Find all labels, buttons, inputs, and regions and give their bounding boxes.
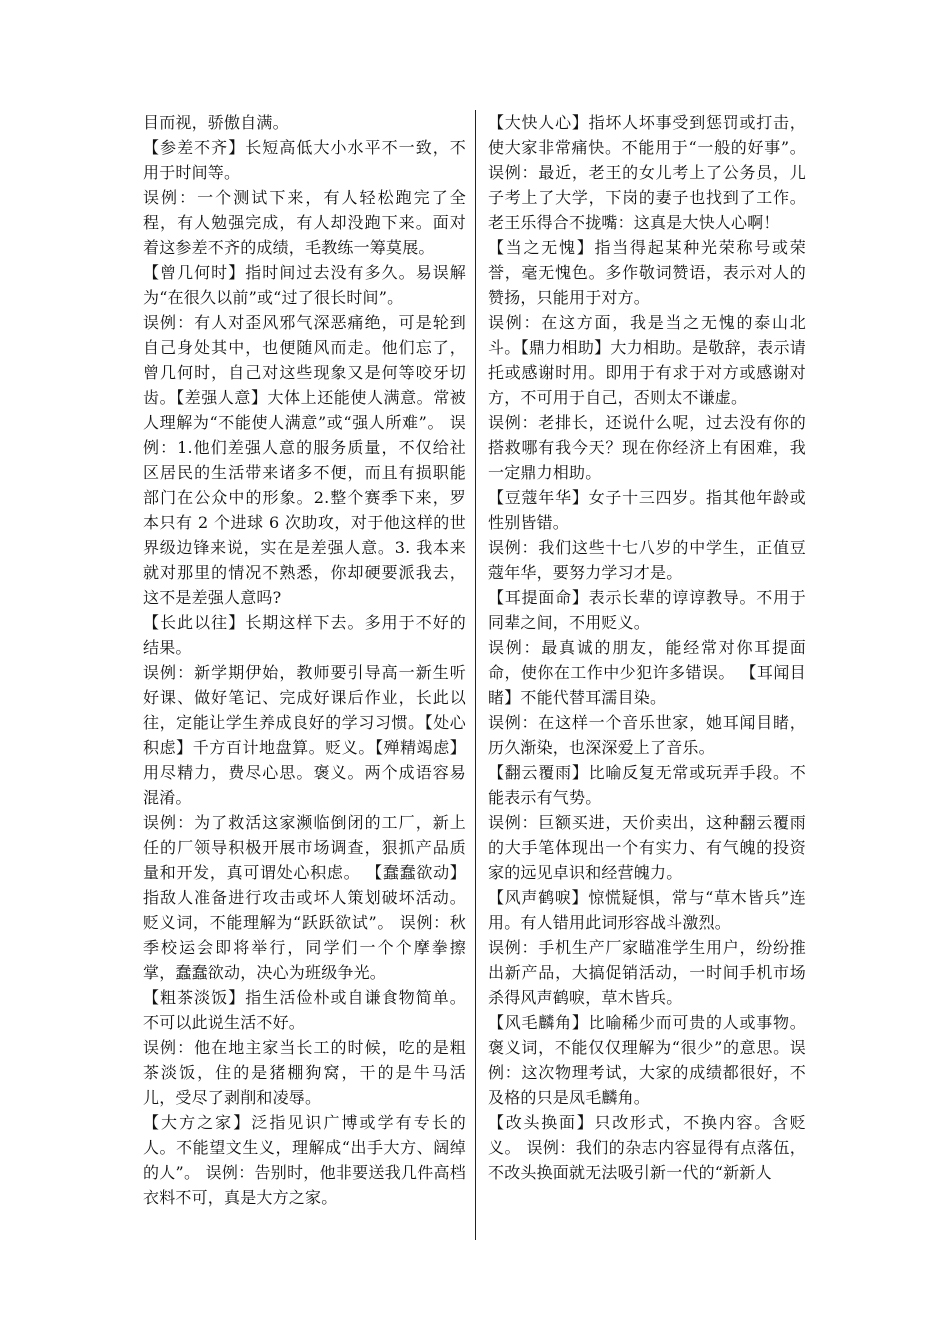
right-paragraph: 误例：在这样一个音乐世家，她耳闻目睹，历久渐染，也深深爱上了音乐。 — [488, 713, 806, 757]
right-column — [488, 110, 806, 1240]
right-paragraph: 误例：手机生产厂家瞄准学生用户，纷纷推出新产品，大搞促销活动，一时间手机市场杀得风声鹤唳，草木皆兵。 — [488, 938, 806, 1007]
right-paragraph: 【风声鹤唳】惊慌疑惧，常与“草木皆兵”连用。有人错用此词形容战斗激烈。 — [488, 888, 806, 932]
left-paragraph: 【曾几何时】指时间过去没有多久。易误解为“在很久以前”或“过了很长时间”。 — [143, 263, 466, 307]
right-paragraph: 【大快人心】指坏人坏事受到惩罚或打击，使大家非常痛快。不能用于“一般的好事”。 误例：最近，老王的女儿考上了公务员，儿子考上了大学，下岗的妻子也找到了工作。老王乐得合不拢嘴：这真是大快人心啊！ — [488, 113, 806, 232]
right-paragraph: 【当之无愧】指当得起某种光荣称号或荣誉，毫无愧色。多作敬词赞语，表示对人的赞扬，只能用于对方。 — [488, 238, 806, 307]
left-paragraph: 【参差不齐】长短高低大小水平不一致，不用于时间等。 — [143, 138, 466, 182]
left-paragraph: 误例：有人对歪风邪气深恶痛绝，可是轮到自己身处其中，也便随风而走。他们忘了，曾几何时，自己对这些现象又是何等咬牙切齿。【差强人意】大体上还能使人满意。常被人理解为“不能使人满意”或“强人所难”。 误例：1.他们差强人意的服务质量，不仅给社区居民的生活带来诸多不便，而且有损职能部门在公众中的形象。2.整个赛季下来，罗本只有 2 个进球 6 次助攻，对于他这样的世界级边锋来说，实在是差强人意。3. 我本来就对那里的情况不熟悉，你却硬要派我去，这不是差强人意吗? — [143, 313, 466, 607]
right-paragraph: 【翻云覆雨】比喻反复无常或玩弄手段。不能表示有气势。 — [488, 763, 806, 807]
right-paragraph: 【风毛麟角】比喻稀少而可贵的人或事物。褒义词，不能仅仅理解为“很少”的意思。误例：这次物理考试，大家的成绩都很好，不及格的只是凤毛麟角。 — [488, 1013, 806, 1107]
right-paragraph: 【耳提面命】表示长辈的谆谆教导。不用于同辈之间，不用贬义。 — [488, 588, 806, 632]
left-paragraph: 【粗茶淡饭】指生活俭朴或自谦食物简单。不可以此说生活不好。 — [143, 988, 466, 1032]
right-paragraph: 误例：巨额买进，天价卖出，这种翻云覆雨的大手笔体现出一个有实力、有气魄的投资家的远见卓识和经营魄力。 — [488, 813, 806, 882]
right-paragraph: 误例：在这方面，我是当之无愧的泰山北斗。【鼎力相助】大力相助。是敬辞，表示请托或感谢时用。即用于有求于对方或感谢对方，不可用于自己，否则太不谦虚。 — [488, 313, 806, 407]
right-paragraph: 误例：老排长，还说什么呢，过去没有你的搭救哪有我今天？现在你经济上有困难，我一定鼎力相助。 — [488, 413, 806, 482]
left-paragraph: 误例：新学期伊始，教师要引导高一新生听好课、做好笔记、完成好课后作业，长此以往，定能让学生养成良好的学习习惯。【处心积虑】千方百计地盘算。贬义。【殚精竭虑】用尽精力，费尽心思。褒义。两个成语容易混淆。 — [143, 663, 466, 807]
right-paragraph: 误例：最真诚的朋友，能经常对你耳提面命，使你在工作中少犯许多错误。 【耳闻目睹】不能代替耳濡目染。 — [488, 638, 806, 707]
left-column — [143, 110, 466, 1240]
right-paragraph: 【改头换面】只改形式，不换内容。含贬义。 误例：我们的杂志内容显得有点落伍，不改头换面就无法吸引新一代的“新新人 — [488, 1113, 806, 1182]
right-paragraph: 误例：我们这些十七八岁的中学生，正值豆蔻年华，要努力学习才是。 — [488, 538, 806, 582]
left-paragraph: 误例：一个测试下来，有人轻松跑完了全程，有人勉强完成，有人却没跑下来。面对着这参差不齐的成绩，毛教练一筹莫展。 — [143, 188, 466, 257]
left-paragraph: 【长此以往】长期这样下去。多用于不好的结果。 — [143, 613, 466, 657]
left-paragraph: 【大方之家】泛指见识广博或学有专长的人。不能望文生义，理解成“出手大方、阔绰的人”。 误例：告别时，他非要送我几件高档衣料不可，真是大方之家。 — [143, 1113, 466, 1207]
left-paragraph: 目而视，骄傲自满。 — [143, 113, 289, 132]
right-paragraph: 【豆蔻年华】女子十三四岁。指其他年龄或性别皆错。 — [488, 488, 806, 532]
column-divider — [475, 110, 476, 1240]
left-paragraph: 误例：为了救活这家濒临倒闭的工厂，新上任的厂领导积极开展市场调查，狠抓产品质量和开发，真可谓处心积虑。 【蠢蠢欲动】指敌人准备进行攻击或坏人策划破坏活动。贬义词，不能理解为“跃跃欲试”。 误例：秋季校运会即将举行，同学们一个个摩拳擦掌，蠢蠢欲动，决心为班级争光。 — [143, 813, 466, 982]
left-paragraph: 误例：他在地主家当长工的时候，吃的是粗茶淡饭，住的是猪棚狗窝，干的是牛马活儿，受尽了剥削和凌辱。 — [143, 1038, 466, 1107]
